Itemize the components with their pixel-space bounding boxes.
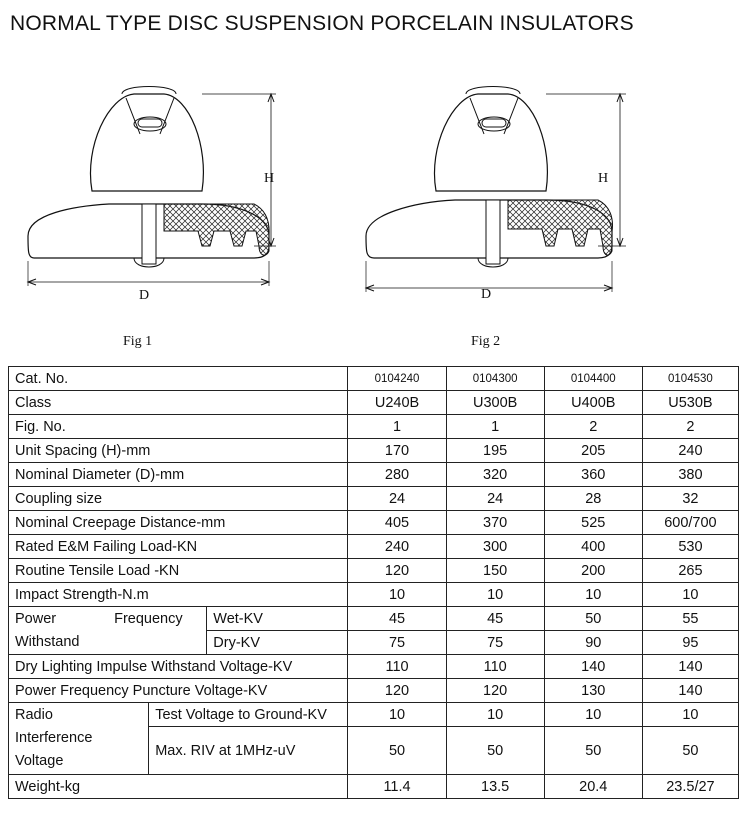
table-row [9,391,739,415]
table-cell: 530 [642,535,738,559]
row-sublabel: Test Voltage to Ground-KV [149,703,348,727]
table-cell: 0104530 [642,367,738,391]
row-label-power: Power [15,610,57,627]
table-cell: 50 [348,727,446,775]
table-row [9,463,739,487]
table-cell: 13.5 [446,775,544,799]
table-cell: 110 [446,655,544,679]
row-label-withstand: Withstand [9,631,207,655]
table-cell: 23.5/27 [642,775,738,799]
d-dimension-label: D [139,288,150,303]
table-cell: 205 [544,439,642,463]
table-cell: 240 [642,439,738,463]
table-cell: 0104400 [544,367,642,391]
table-cell: 140 [544,655,642,679]
table-cell: 600/700 [642,511,738,535]
table-cell: 170 [348,439,446,463]
row-label-interference: Interference [15,730,93,747]
table-cell: 75 [348,631,446,655]
table-cell: 140 [642,655,738,679]
table-cell: 400 [544,535,642,559]
table-row [9,775,739,799]
table-cell: 2 [642,415,738,439]
table-cell: 200 [544,559,642,583]
table-row [9,415,739,439]
table-row [9,655,739,679]
row-label: Class [9,391,348,415]
row-label [9,727,149,775]
table-cell: 120 [446,679,544,703]
table-cell: U300B [446,391,544,415]
table-row [9,559,739,583]
table-cell: 50 [544,607,642,631]
row-label-voltage: Voltage [15,753,64,770]
table-row [9,607,739,631]
table-cell: 50 [544,727,642,775]
table-cell: 380 [642,463,738,487]
table-cell: 10 [446,583,544,607]
table-cell: 0104300 [446,367,544,391]
table-cell: 360 [544,463,642,487]
table-cell: 10 [642,583,738,607]
row-label: Nominal Diameter (D)-mm [9,463,348,487]
table-cell: 75 [446,631,544,655]
table-cell: 55 [642,607,738,631]
table-cell: U240B [348,391,446,415]
row-sublabel: Dry-KV [207,631,348,655]
table-row [9,511,739,535]
h-dimension-label: H [598,171,609,186]
row-label: Routine Tensile Load -KN [9,559,348,583]
row-label-radio: Radio [9,703,149,727]
table-cell: 0104240 [348,367,446,391]
table-cell: 10 [348,583,446,607]
table-row [9,367,739,391]
table-row [9,487,739,511]
table-cell: 405 [348,511,446,535]
table-row [9,679,739,703]
insulator-figure-1 [14,86,304,306]
table-cell: 28 [544,487,642,511]
figure-caption: Fig 1 [123,334,153,349]
table-cell: 10 [446,703,544,727]
table-cell: 1 [348,415,446,439]
table-cell: 140 [642,679,738,703]
table-cell: 370 [446,511,544,535]
row-sublabel: Max. RIV at 1MHz-uV [149,727,348,775]
specification-table [8,366,739,799]
table-row [9,583,739,607]
row-label-frequency: Frequency [114,610,183,627]
row-label [9,607,207,631]
table-cell: 1 [446,415,544,439]
row-label: Power Frequency Puncture Voltage-KV [9,679,348,703]
table-cell: 11.4 [348,775,446,799]
table-cell: 45 [446,607,544,631]
table-cell: U530B [642,391,738,415]
table-cell: 320 [446,463,544,487]
table-cell: 10 [642,703,738,727]
table-cell: 280 [348,463,446,487]
figure-caption: Fig 2 [471,334,501,349]
row-label: Nominal Creepage Distance-mm [9,511,348,535]
table-row [9,727,739,775]
table-cell: 110 [348,655,446,679]
table-cell: 2 [544,415,642,439]
row-label: Unit Spacing (H)-mm [9,439,348,463]
table-cell: 525 [544,511,642,535]
table-cell: 32 [642,487,738,511]
table-cell: 130 [544,679,642,703]
table-cell: 150 [446,559,544,583]
table-row [9,439,739,463]
table-row [9,703,739,727]
table-cell: 90 [544,631,642,655]
table-cell: 240 [348,535,446,559]
table-cell: 300 [446,535,544,559]
row-label: Fig. No. [9,415,348,439]
row-label: Impact Strength-N.m [9,583,348,607]
table-cell: 265 [642,559,738,583]
insulator-figure-2 [360,86,650,306]
table-cell: 10 [544,583,642,607]
row-label: Rated E&M Failing Load-KN [9,535,348,559]
table-row [9,535,739,559]
table-cell: 50 [446,727,544,775]
d-dimension-label: D [481,287,492,302]
table-cell: 10 [348,703,446,727]
row-label: Coupling size [9,487,348,511]
row-label: Cat. No. [9,367,348,391]
table-cell: 24 [348,487,446,511]
row-label: Weight-kg [9,775,348,799]
table-cell: 45 [348,607,446,631]
table-cell: 10 [544,703,642,727]
table-cell: 195 [446,439,544,463]
table-cell: U400B [544,391,642,415]
table-cell: 50 [642,727,738,775]
page-title: NORMAL TYPE DISC SUSPENSION PORCELAIN INSULATORS [10,12,634,35]
table-row [9,631,739,655]
table-cell: 120 [348,679,446,703]
table-cell: 120 [348,559,446,583]
row-label: Dry Lighting Impulse Withstand Voltage-KV [9,655,348,679]
table-cell: 24 [446,487,544,511]
row-sublabel: Wet-KV [207,607,348,631]
h-dimension-label: H [264,171,275,186]
table-cell: 95 [642,631,738,655]
table-cell: 20.4 [544,775,642,799]
